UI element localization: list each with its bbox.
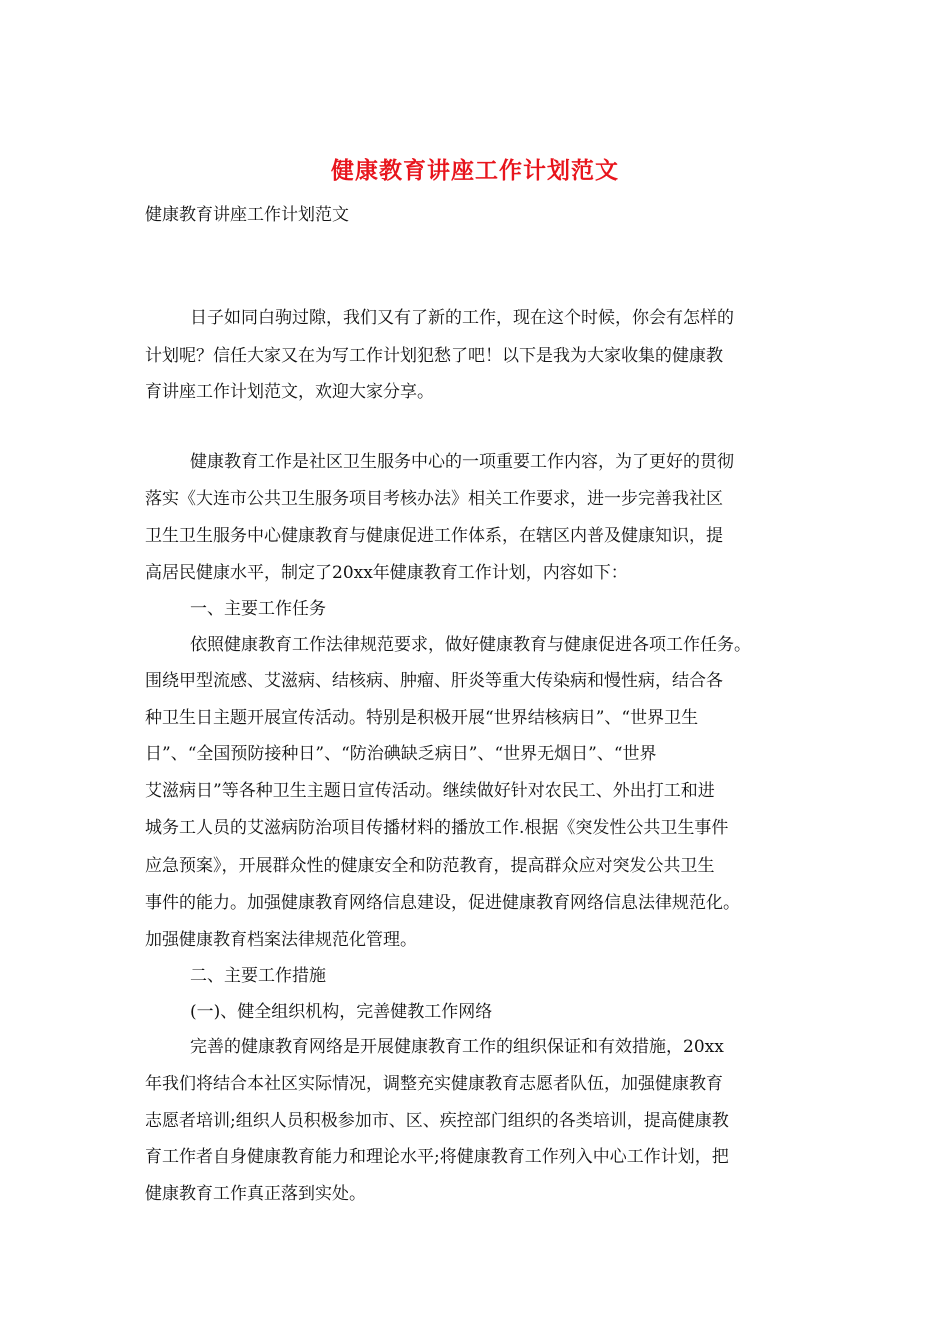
text-line: 高居民健康水平，制定了20xx年健康教育工作计划，内容如下：: [145, 563, 628, 583]
section-heading: 一、主要工作任务: [190, 599, 326, 619]
text-line: 日”、“全国预防接种日”、“防治碘缺乏病日”、“世界无烟日”、“世界: [145, 744, 657, 764]
text-line: 加强健康教育档案法律规范化管理。: [145, 930, 417, 950]
text-line: 依照健康教育工作法律规范要求，做好健康教育与健康促进各项工作任务。: [190, 635, 751, 655]
text-line: 健康教育工作真正落到实处。: [145, 1184, 366, 1204]
text-line: 完善的健康教育网络是开展健康教育工作的组织保证和有效措施，20xx: [190, 1037, 724, 1057]
text-line: 年我们将结合本社区实际情况，调整充实健康教育志愿者队伍，加强健康教育: [145, 1074, 723, 1094]
document-subtitle: 健康教育讲座工作计划范文: [145, 205, 349, 225]
text-line: 育讲座工作计划范文，欢迎大家分享。: [145, 382, 434, 402]
text-line: 志愿者培训;组织人员积极参加市、区、疾控部门组织的各类培训，提高健康教: [145, 1111, 729, 1131]
text-line: 事件的能力。加强健康教育网络信息建设，促进健康教育网络信息法律规范化。: [145, 893, 740, 913]
text-line: 计划呢？信任大家又在为写工作计划犯愁了吧！以下是我为大家收集的健康教: [145, 346, 723, 366]
text-line: 城务工人员的艾滋病防治项目传播材料的播放工作.根据《突发性公共卫生事件: [145, 818, 729, 838]
text-line: 应急预案》，开展群众性的健康安全和防范教育，提高群众应对突发公共卫生: [145, 856, 715, 876]
text-line: 健康教育工作是社区卫生服务中心的一项重要工作内容，为了更好的贯彻: [190, 452, 734, 472]
document-title: 健康教育讲座工作计划范文: [331, 157, 619, 184]
text-line: 育工作者自身健康教育能力和理论水平;将健康教育工作列入中心工作计划，把: [145, 1147, 729, 1167]
subsection-heading: (一)、健全组织机构，完善健教工作网络: [190, 1002, 493, 1022]
text-line: 落实《大连市公共卫生服务项目考核办法》相关工作要求，进一步完善我社区: [145, 489, 723, 509]
text-line: 卫生卫生服务中心健康教育与健康促进工作体系，在辖区内普及健康知识，提: [145, 526, 723, 546]
section-heading: 二、主要工作措施: [190, 966, 326, 986]
text-line: 日子如同白驹过隙，我们又有了新的工作，现在这个时候，你会有怎样的: [190, 308, 734, 328]
text-line: 种卫生日主题开展宣传活动。特别是积极开展“世界结核病日”、“世界卫生: [145, 708, 699, 728]
text-line: 艾滋病日”等各种卫生主题日宣传活动。继续做好针对农民工、外出打工和进: [145, 781, 715, 801]
text-line: 围绕甲型流感、艾滋病、结核病、肿瘤、肝炎等重大传染病和慢性病，结合各: [145, 671, 723, 691]
